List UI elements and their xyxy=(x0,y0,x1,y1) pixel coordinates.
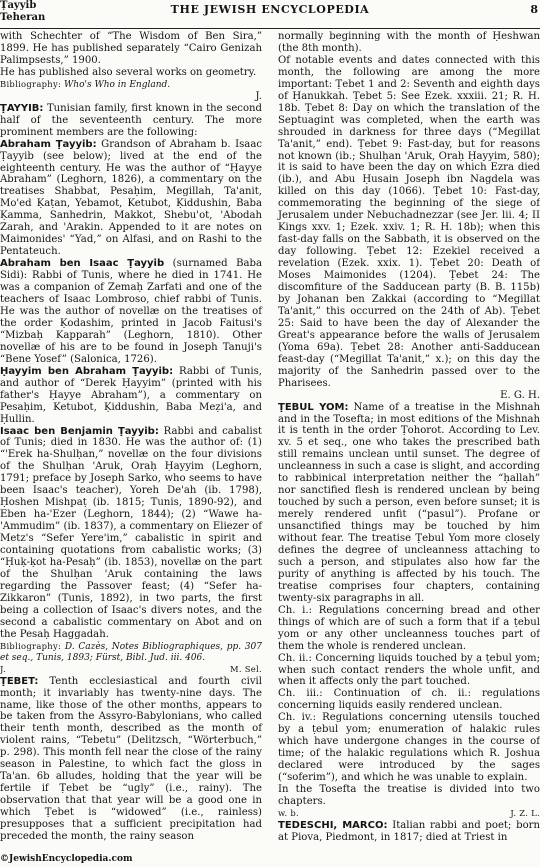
paragraph xyxy=(278,688,540,712)
author-signature: E. G. H. xyxy=(500,389,540,401)
paragraph xyxy=(278,605,540,653)
article-entry xyxy=(0,426,262,641)
paragraph-text: Ch. ii.: Concerning liquids touched by a ṭebul yom; when such contact renders the whole unfit, and when it affects only the part touched. xyxy=(278,652,540,688)
copyright-footer: ©JewishEncyclopedia.com xyxy=(0,854,133,864)
paragraph xyxy=(0,67,262,79)
paragraph-text: Of notable events and dates connected with this month, the following are among the more important: Ṭebet 1 and 2: Seventh and eighth days of Ḥanukkah. Ṭebet 5: See Ezek. xxxiii. 21; R. H. 18b. Ṭebet 8: Day on which the translation of the Septuagint was completed, when the earth was shrouded in darkness for three days (“Megillat Ta'anit,” end). Ṭebet 9: Fast-day, but for reasons not known (ib.; Shulḥan 'Aruk, Oraḥ Ḥayyim, 580); it is said to have been the day on which Ezra died (ib.), and Abu Ḥusain Joseph ibn Nagdela was killed on this day (1066). Ṭebet 10: Fast-day, commemorating the beginning of the siege of Jerusalem under Nebuchadnezzar (see Jer. lii. 4; II Kings xxv. 1; Ezek. xxiv. 1; R. H. 18b); when this fast-day falls on the Sabbath, it is observed on the day following. Ṭebet 12: Ezekiel received a revelation (Ezek. xxix. 1). Ṭebet 20: Death of Moses Maimonides (1204). Ṭebet 24: The discomfiture of the Sadducean party (B. B. 115b) by Johanan ben Zakkai (according to “Megillat Ta'anit,” this occurred on the 24th of Ab). Ṭebet 25: Said to have been the day of Alexander the Great's appearance before the walls of Jerusalem (Yoma 69a). Ṭebet 28: Another anti-Sadducean feast-day (“Megillat Ta'anit,” x.); on this day the majority of the Sanhedrin passed over to the Pharisees. xyxy=(278,54,540,389)
paragraph xyxy=(278,784,540,808)
paragraph-text: Ch. iii.: Continuation of ch. ii.: regulations concerning liquids easily rendered unclean. xyxy=(278,688,540,712)
signature-row xyxy=(278,808,540,820)
paragraph-text: with Schechter of “The Wisdom of Ben Sira,” 1899. He has published separately “Cairo Genizah Palimpsests,” 1900. xyxy=(0,31,262,66)
paragraph xyxy=(0,31,262,67)
bibliography-label: Bibliography: xyxy=(0,640,62,651)
header-left-bottom: Teheran xyxy=(0,12,46,23)
article-entry xyxy=(0,103,262,139)
entry-text: Rabbi and cabalist of Tunis; died in 1830. He was the author of: (1) “'Erek ha-Shulḥan,” novellæ on the four divisions of the Shulḥan 'Aruk, Oraḥ Ḥayyim (Leghorn, 1791; preface by Joseph Sarko, who seems to have been Isaac's teacher), Yoreh De'ah (ib. 1798), Ḥoshen Mishpaṭ (ib. 1815; Tunis, 1890-92), and Eben ha-'Ezer (Leghorn, 1844); (2) “Wawe ha-'Ammudim” (ib. 1837), a commentary on Eliezer of Metz's “Sefer Yere'im,” cabalistic in spirit and containing quotations from cabalistic works; (3) “Ḥuḳ-ḳot ha-Pesaḥ” (ib. 1853), novellæ on the part of the Shulḥan 'Aruk containing the laws regarding the Passover feast; (4) “Sefer ha-Zikkaron” (Tunis, 1892), in two parts, the first being a collection of Isaac's divers notes, and the second a cabalistic commentary on Abot and on the Pesaḥ Haggadah. xyxy=(0,425,262,640)
article-entry xyxy=(0,258,262,366)
paragraph-text: normally beginning with the month of Ḥeshwan (the 8th month). xyxy=(278,31,540,54)
paragraph xyxy=(278,31,540,55)
signature-left: w. b. xyxy=(278,807,300,818)
entry-heading: TEDESCHI, MARCO: xyxy=(278,819,388,831)
article-entry xyxy=(0,139,262,259)
paragraph-text: In the Tosefta the treatise is divided into two chapters. xyxy=(278,784,540,807)
paragraph-text: Ch. i.: Regulations concerning bread and other things of which are of such a form that if a ṭebul yom or any other uncleanness touches part of them the whole is rendered unclean. xyxy=(278,604,540,652)
signature-right: M. Sel. xyxy=(229,663,262,674)
entry-heading: Ḥayyim ben Abraham Ṭayyib: xyxy=(0,365,174,377)
entry-heading: Abraham Ṭayyib: xyxy=(0,138,97,150)
bibliography-text: Who's Who in England. xyxy=(64,79,171,90)
signature-row xyxy=(0,664,262,676)
entry-text: Rabbi of Tunis, and author of “Derek Ḥayyim” (printed with his father's Ḥayye Abraham”), a commentary on Pesaḥim, Ketubot, Ḳiddushin, Baba Meẓi'a, and Ḥullin. xyxy=(0,365,262,425)
left-column xyxy=(0,31,262,843)
entry-text: Tunisian family, first known in the second half of the seventeenth century. The more prominent members are the following: xyxy=(0,102,262,138)
signature-right: J. Z. L. xyxy=(510,807,540,818)
paragraph xyxy=(278,712,540,784)
header-rule xyxy=(0,28,540,29)
entry-text: Name of a treatise in the Mishnah and in the Tosefta; in most editions of the Mishnah it is tenth in the order Ṭohorot. According to Lev. xv. 5 et seq., one who takes the prescribed bath still remains unclean until sunset. The degree of uncleanness in such a case is slight, and according to rabbinical interpretation neither the “ḥallah” nor sanctified flesh is rendered unclean by being touched by such a person, even before sunset; it is merely rendered unfit (“pasul”). Profane or unsanctified things may be touched by him without fear. The treatise Ṭebul Yom more closely defines the degree of uncleanness attaching to such a person, and stipulates also how far the purity of anything is affected by his touch. The treatise comprises four chapters, containing twenty-six paragraphs in all. xyxy=(278,401,540,604)
article-entry xyxy=(0,366,262,426)
article-entry xyxy=(278,820,540,844)
header-left-top: Ṭayyib xyxy=(0,0,37,11)
entry-text: Grandson of Abraham b. Isaac Ṭayyib (see below); lived at the end of the eighteenth century. He was the author of “Ḥayye Abraham” (Leghorn, 1826), a commentary on the treatises Shabbat, Pesaḥim, Megillah, Ta'anit, Mo'ed Ḳaṭan, Yebamot, Ketubot, Ḳiddushin, Baba Ḳamma, Sanhedrin, Makkot, Shebu'ot, 'Abodah Zarah, and 'Arakin. Appended to it are notes on Maimonides' “Yad,” on Alfasi, and on Rashi to the Pentateuch. xyxy=(0,138,262,258)
paragraph-text: Ch. iv.: Regulations concerning utensils touched by a ṭebul yom; enumeration of halakic rules which have undergone changes in the course of time; of the halakic regulations which R. Joshua declared were introduced by the sages (“soferim”), and which he was unable to explain. xyxy=(278,712,540,784)
entry-heading: ṬEBUL YOM: xyxy=(278,401,349,413)
paragraph xyxy=(278,653,540,689)
entry-text: Tenth ecclesiastical and fourth civil month; it invariably has twenty-nine days. The name, like those of the other months, appears to be taken from the Assyro-Babylonians, who called their tenth month, described as the month of violent rains, “Tebetu” (Delitzsch, “Wörterbuch,” p. 298). This month fell near the close of the rainy season in Palestine, to which fact the gloss in Ta'an. 6b alludes, holding that the year will be fertile if Ṭebet be “ugly” (i.e., rainy). The observation that that year will be a good one in which Ṭebet is “widowed” (i.e., rainless) presupposes that a sufficient precipitation had preceded the month, the rainy season xyxy=(0,675,262,842)
entry-text: (surnamed Baba Sidi): Rabbi of Tunis, where he died in 1741. He was a companion of Zemaḥ Zarfati and one of the teachers of Isaac Lombroso, chief rabbi of Tunis. He was the author of novellæ on the treatises of the order Ḳodashim, printed in Jacob Faitusi's “Mizbaḥ Kapparah” (Leghorn, 1810). Other novellæ of his are to be found in Joseph Tanuji's “Bene Yosef” (Salonica, 1726). xyxy=(0,258,262,365)
paragraph xyxy=(278,55,540,390)
page-number: 8 xyxy=(530,3,538,16)
entry-heading: ṬAYYIB: xyxy=(0,102,44,114)
right-column xyxy=(278,31,540,844)
bibliography xyxy=(0,641,262,664)
author-signature: J. xyxy=(255,90,262,102)
article-entry xyxy=(278,402,540,605)
entry-heading: Abraham ben Isaac Ṭayyib xyxy=(0,258,165,270)
bibliography-label: Bibliography: xyxy=(0,78,62,89)
paragraph-text: He has published also several works on geometry. xyxy=(0,66,257,78)
running-header xyxy=(0,0,540,30)
header-title: THE JEWISH ENCYCLOPEDIA xyxy=(170,3,370,16)
signature-left: J. xyxy=(0,663,6,674)
bibliography-text: D. Cazès, Notes Bibliographiques, pp. 307 et seq., Tunis, 1893; Fürst, Bibl. Jud. iii. 406. xyxy=(0,641,262,663)
entry-heading: ṬEBET: xyxy=(0,675,39,687)
entry-text: Italian rabbi and poet; born at Piova, Piedmont, in 1817; died at Triest in xyxy=(278,819,540,843)
entry-heading: Isaac ben Benjamin Ṭayyib: xyxy=(0,425,159,437)
article-entry xyxy=(0,676,262,843)
bibliography xyxy=(0,79,262,91)
